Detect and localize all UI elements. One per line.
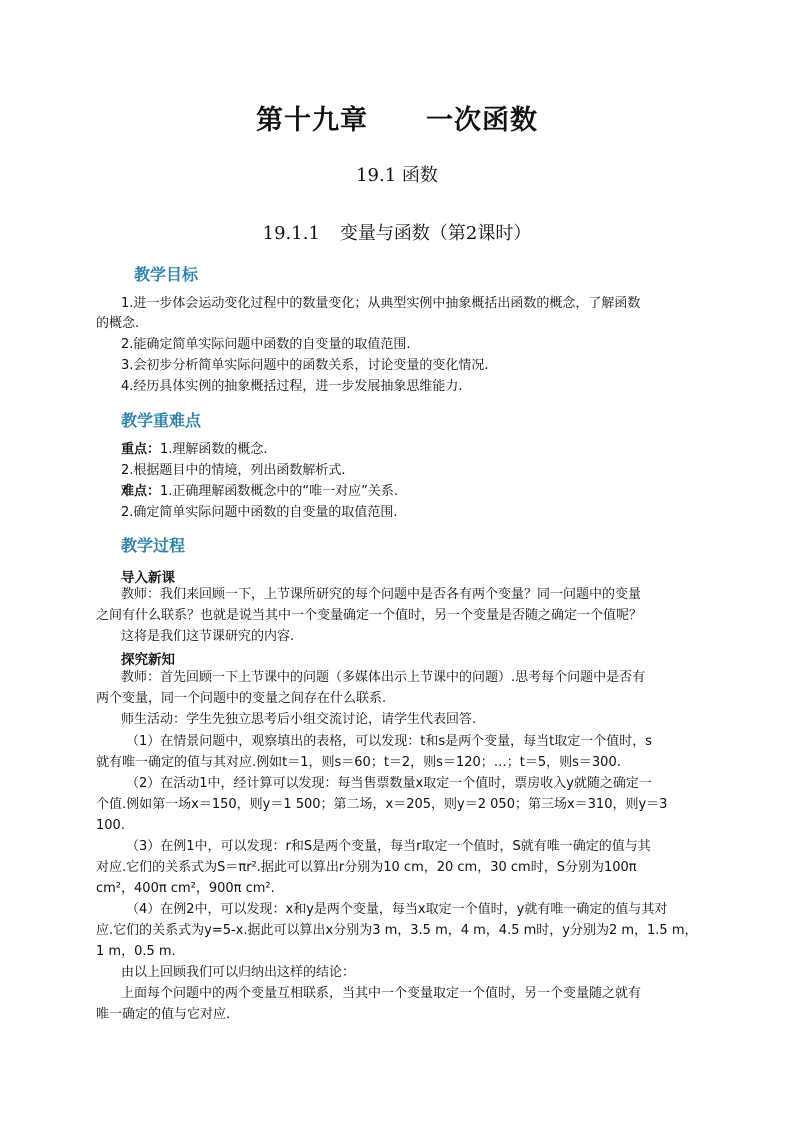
conclusion-intro: 由以上回顾我们可以归纳出这样的结论： (121, 965, 356, 980)
explore-line-1-cont: 两个变量，同一个问题中的变量之间存在什么联系. (96, 691, 387, 706)
explore-title: 探究新知 (121, 652, 175, 668)
conclusion-line-1: 上面每个问题中的两个变量互相联系，当其中一个变量取定一个值时，另一个变量随之就有 (121, 986, 642, 1001)
difficulty-1: 1.正确理解函数概念中的“唯一对应”关系. (160, 484, 399, 499)
explore-line-2: 师生活动：学生先独立思考后小组交流讨论，请学生代表回答. (121, 712, 477, 727)
intro-line-3: 这将是我们这节课研究的内容. (121, 629, 295, 644)
intro-title: 导入新课 (121, 570, 175, 586)
keypoints-heading: 教学重难点 (121, 411, 202, 430)
focus-line-1 (121, 441, 686, 459)
chapter-name: 一次函数 (426, 105, 538, 136)
point-1-line-2: 就有唯一确定的值与其对应.例如t＝1，则s＝60；t＝2，则s＝120；…；t＝5，则s＝300. (96, 755, 621, 770)
lesson-number: 19.1.1 (262, 223, 320, 244)
point-3-line-1: （3）在例1中，可以发现：r和S是两个变量，每当r取定一个值时，S就有唯一确定的值与其 (126, 839, 651, 854)
process-heading: 教学过程 (121, 536, 186, 555)
chapter-title (0, 98, 794, 137)
objective-1-cont: 的概念. (96, 316, 140, 331)
focus-2: 2.根据题目中的情境，列出函数解析式. (121, 463, 346, 478)
point-3-line-2: 对应.它们的关系式为S＝πr².据此可以算出r分别为10 cm，20 cm，30 cm时，S分别为100π (96, 860, 637, 875)
point-4-line-1: （4）在例2中，可以发现：x和y是两个变量，每当x取定一个值时，y就有唯一确定的值与其对 (126, 902, 668, 917)
difficulty-line-1 (121, 483, 686, 501)
point-2-line-1: （2）在活动1中，经计算可以发现：每当售票数量x取定一个值时，票房收入y就随之确定一 (126, 776, 652, 791)
difficulty-label: 难点： (121, 484, 161, 499)
focus-1: 1.理解函数的概念. (160, 442, 268, 457)
intro-line-2: 之间有什么联系？也就是说当其中一个变量确定一个值时，另一个变量是否随之确定一个值呢？ (96, 608, 643, 623)
difficulty-2: 2.确定简单实际问题中函数的自变量的取值范围. (121, 505, 398, 520)
section-title: 19.1 函数 (356, 165, 438, 186)
conclusion-line-2: 唯一确定的值与它对应. (96, 1007, 231, 1022)
point-4-line-3: 1 m，0.5 m. (96, 944, 176, 959)
chapter-number: 第十九章 (256, 105, 368, 136)
intro-line-1: 教师：我们来回顾一下，上节课所研究的每个问题中是否各有两个变量？同一问题中的变量 (121, 587, 642, 602)
objective-3: 3.会初步分析简单实际问题中的函数关系，讨论变量的变化情况. (121, 358, 489, 373)
point-2-line-2: 个值.例如第一场x＝150，则y＝1 500；第二场，x＝205，则y＝2 050；第三场x＝310，则y＝3 (96, 797, 668, 812)
objective-4: 4.经历具体实例的抽象概括过程，进一步发展抽象思维能力. (121, 379, 463, 394)
lesson-name: 变量与函数（第2课时） (339, 223, 532, 244)
objectives-heading: 教学目标 (134, 265, 199, 284)
point-2-line-3: 100. (96, 818, 125, 833)
objective-1: 1.进一步体会运动变化过程中的数量变化；从典型实例中抽象概括出函数的概念，了解函数 (121, 296, 641, 311)
point-3-line-3: cm²，400π cm²，900π cm². (96, 881, 275, 896)
explore-line-1: 教师：首先回顾一下上节课中的问题（多媒体出示上节课中的问题）.思考每个问题中是否有 (121, 670, 646, 685)
point-4-line-2: 应.它们的关系式为y=5-x.据此可以算出x分别为3 m，3.5 m，4 m，4.5 m时，y分别为2 m，1.5 m， (96, 923, 698, 938)
point-1-line-1: （1）在情景问题中，观察填出的表格，可以发现：t和s是两个变量，每当t取定一个值时，s (126, 734, 653, 749)
focus-label: 重点： (121, 442, 161, 457)
objective-2: 2.能确定简单实际问题中函数的自变量的取值范围. (121, 337, 411, 352)
lesson-title (0, 219, 794, 245)
